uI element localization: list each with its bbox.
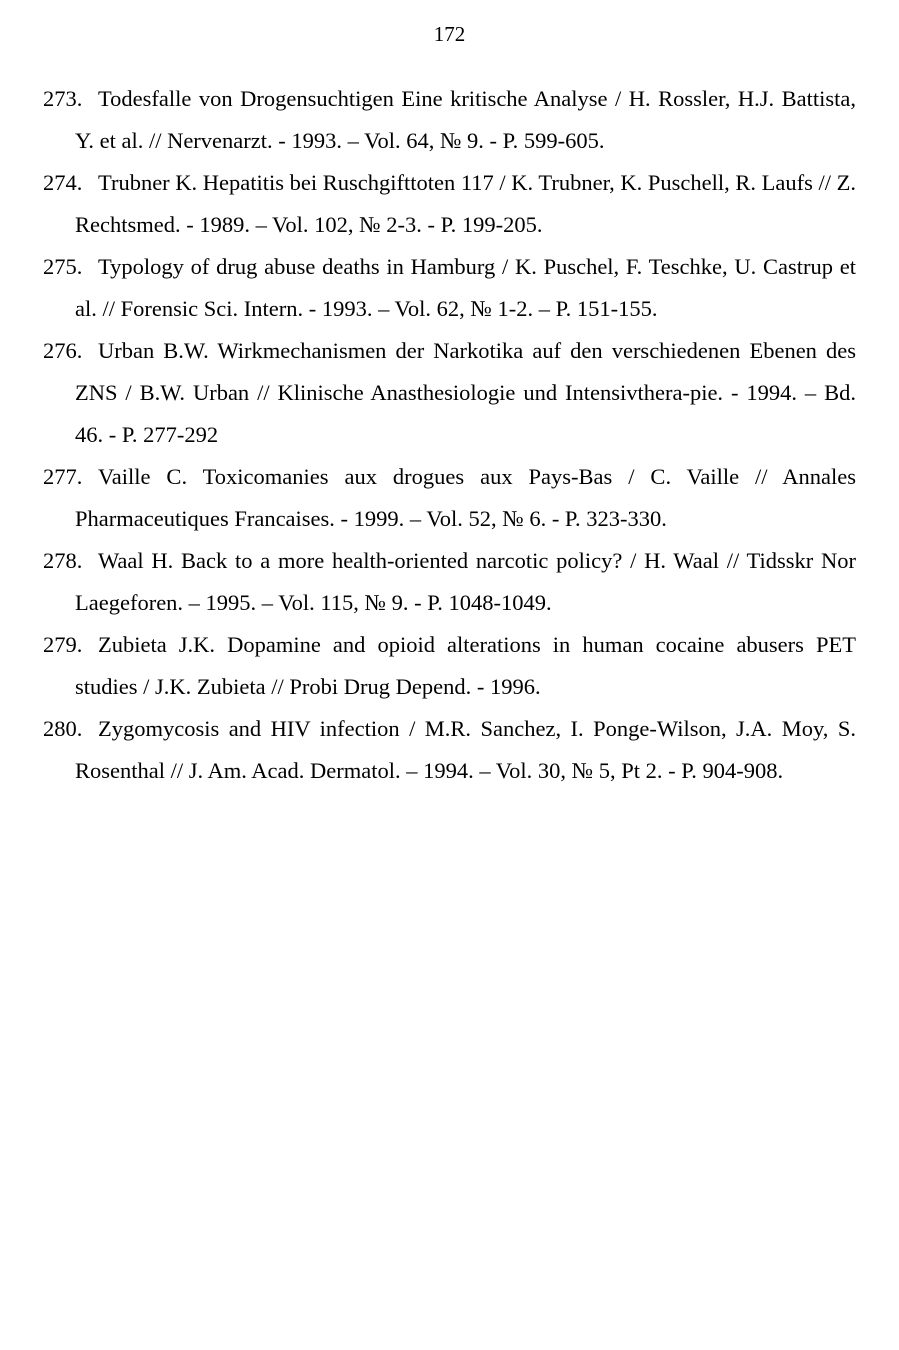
reference-item xyxy=(43,246,856,330)
reference-list xyxy=(43,78,857,792)
reference-text: Urban B.W. Wirkmechanismen der Narkotika auf den verschiedenen Ebenen des ZNS / B.W. Urban // Klinische Anasthesiologie und Intensivthera-pie. - 1994. – Bd. 46. - P. 277-292 xyxy=(75,338,856,447)
reference-text: Vaille C. Toxicomanies aux drogues aux Pays-Bas / C. Vaille // Annales Pharmaceutiques Francaises. - 1999. – Vol. 52, № 6. - P. 323-330. xyxy=(75,464,856,531)
reference-number: 277. xyxy=(43,464,83,489)
reference-text: Zygomycosis and HIV infection / M.R. Sanchez, I. Ponge-Wilson, J.A. Moy, S. Rosenthal // J. Am. Acad. Dermatol. – 1994. – Vol. 30, № 5, Pt 2. - P. 904-908. xyxy=(75,716,856,783)
reference-item xyxy=(43,624,856,708)
reference-item xyxy=(43,708,856,792)
reference-text: Waal H. Back to a more health-oriented narcotic policy? / H. Waal // Tidsskr Nor Laegeforen. – 1995. – Vol. 115, № 9. - P. 1048-1049. xyxy=(75,548,856,615)
reference-number: 276. xyxy=(43,338,83,363)
reference-text: Typology of drug abuse deaths in Hamburg / K. Puschel, F. Teschke, U. Castrup et al. // Forensic Sci. Intern. - 1993. – Vol. 62, № 1-2. – P. 151-155. xyxy=(75,254,856,321)
page-number: 172 xyxy=(433,22,466,46)
reference-number: 275. xyxy=(43,254,83,279)
reference-number: 278. xyxy=(43,548,83,573)
reference-text: Todesfalle von Drogensuchtigen Eine kritische Analyse / H. Rossler, H.J. Battista, Y. et al. // Nervenarzt. - 1993. – Vol. 64, № 9. - P. 599-605. xyxy=(75,86,856,153)
reference-item xyxy=(43,78,856,162)
reference-text: Trubner K. Hepatitis bei Ruschgifttoten 117 / K. Trubner, K. Puschell, R. Laufs // Z. Rechtsmed. - 1989. – Vol. 102, № 2-3. - P. 199-205. xyxy=(75,170,857,237)
reference-item xyxy=(43,456,856,540)
reference-number: 273. xyxy=(43,86,83,111)
reference-text: Zubieta J.K. Dopamine and opioid alterations in human cocaine abusers PET studies / J.K. Zubieta // Probi Drug Depend. - 1996. xyxy=(75,632,856,699)
reference-number: 280. xyxy=(43,716,83,741)
reference-item xyxy=(43,330,856,456)
reference-item xyxy=(43,162,857,246)
reference-number: 274. xyxy=(43,170,83,195)
reference-number: 279. xyxy=(43,632,83,657)
reference-item xyxy=(43,540,856,624)
